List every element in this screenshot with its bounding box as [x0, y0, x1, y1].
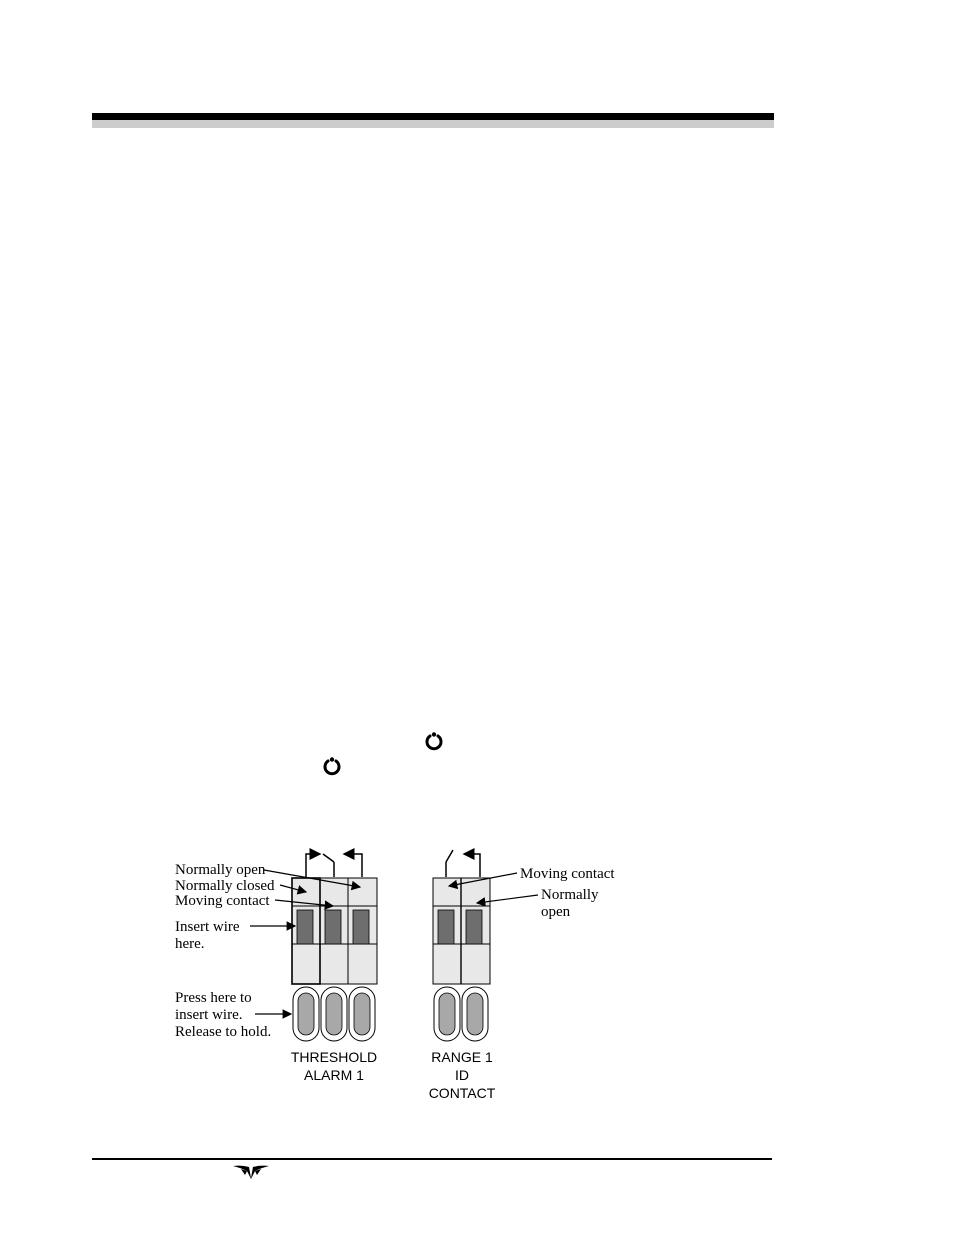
wire-slot	[466, 910, 482, 944]
range-terminal-block	[433, 850, 490, 1041]
annotation-right-normally-open: Normally	[541, 887, 599, 903]
wire-slot	[325, 910, 341, 944]
annotation-press-here: insert wire.	[175, 1007, 243, 1023]
wire-slot	[438, 910, 454, 944]
release-button	[326, 993, 342, 1035]
annotation-moving-contact: Moving contact	[175, 893, 270, 909]
annotation-normally-open: Normally open	[175, 862, 266, 878]
annotation-right-normally-open: open	[541, 904, 571, 920]
release-button	[467, 993, 483, 1035]
header-rule-black	[92, 113, 774, 120]
teledyne-logo-icon	[232, 1164, 270, 1180]
footer-rule	[92, 1158, 772, 1160]
annotation-insert-wire: here.	[175, 936, 205, 952]
relay-terminal-figure	[160, 840, 640, 1110]
range-label: ID	[455, 1067, 469, 1083]
threshold-label: ALARM 1	[304, 1067, 364, 1083]
annotation-press-here: Press here to	[175, 990, 252, 1006]
annotation-press-here: Release to hold.	[175, 1024, 272, 1040]
range-label: RANGE 1	[431, 1049, 493, 1065]
threshold-label: THRESHOLD	[290, 1049, 378, 1065]
release-button	[298, 993, 314, 1035]
wire-slot	[297, 910, 313, 944]
power-standby-icon	[424, 731, 444, 751]
power-standby-icon	[322, 756, 342, 776]
release-button	[439, 993, 455, 1035]
range-label: CONTACT	[428, 1085, 496, 1101]
release-button	[354, 993, 370, 1035]
header-rule-gray	[92, 120, 774, 128]
annotation-insert-wire: Insert wire	[175, 919, 240, 935]
wire-slot	[353, 910, 369, 944]
annotation-normally-closed: Normally closed	[175, 878, 275, 894]
annotation-right-moving-contact: Moving contact	[520, 866, 615, 882]
